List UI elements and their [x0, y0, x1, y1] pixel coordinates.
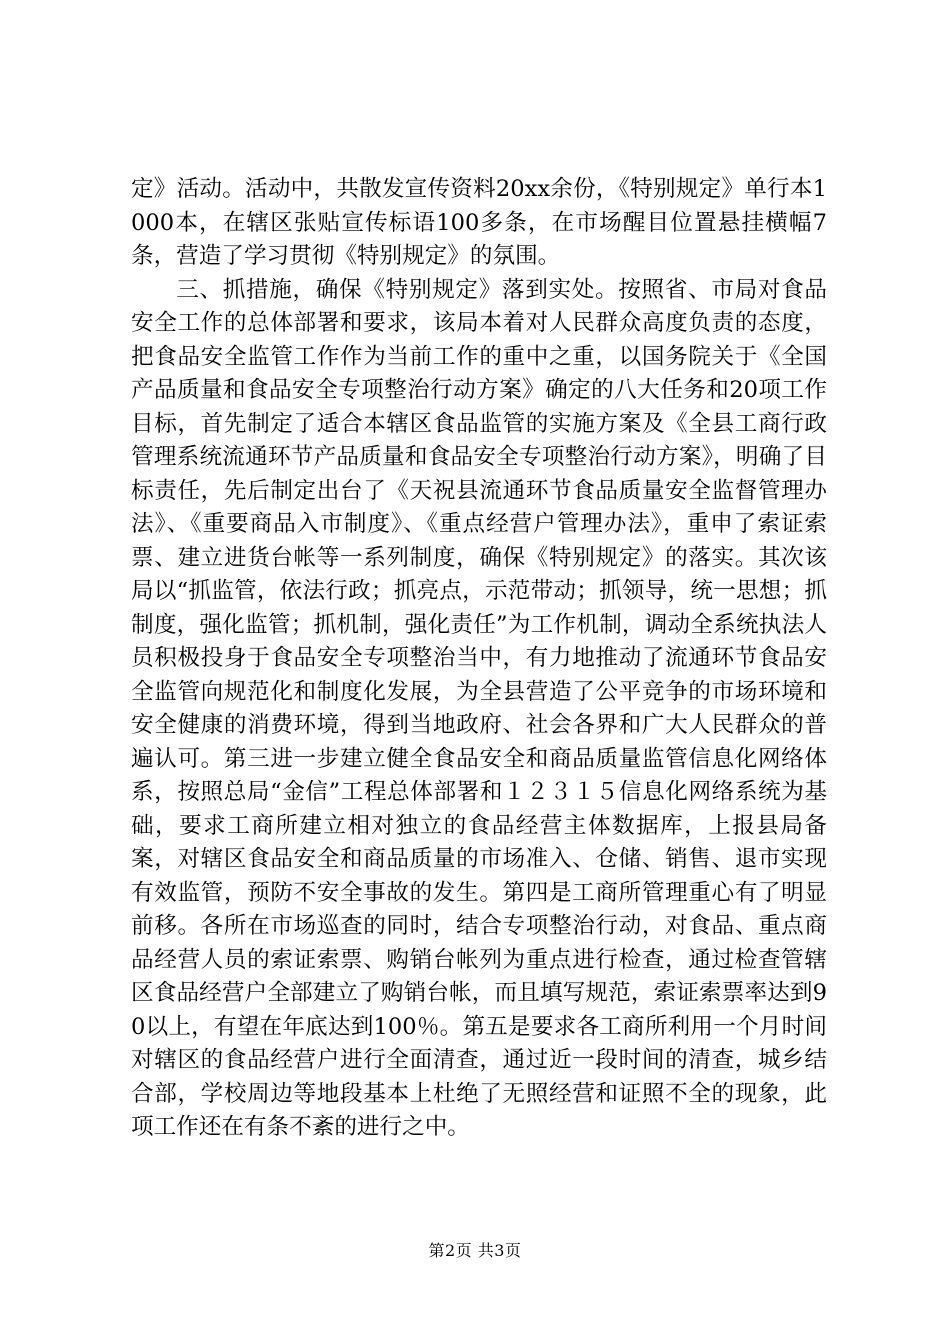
paragraph-section-three: 三、抓措施，确保《特别规定》落到实处。按照省、市局对食品安全工作的总体部署和要求，该局本着对人民群众高度负责的态度，把食品安全监管工作作为当前工作的重中之重，以国务院关于《全国产品质量和食品安全专项整治行动方案》确定的八大任务和20项工作目标，首先制定了适合本辖区食品监管的实施方案及《全县工商行政管理系统流通环节产品质量和食品安全专项整治行动方案》，明确了目标责任，先后制定出台了《天祝县流通环节食品质量安全监督管理办法》、《重要商品入市制度》、《重点经营户管理办法》，重申了索证索票、建立进货台帐等一系列制度，确保《特别规定》的落实。其次该局以“抓监管，依法行政；抓亮点，示范带动；抓领导，统一思想；抓制度，强化监管；抓机制，强化责任”为工作机制，调动全系统执法人员积极投身于食品安全专项整治当中，有力地推动了流通环节食品安全监管向规范化和制度化发展，为全县营造了公平竞争的市场环境和安全健康的消费环境，得到当地政府、社会各界和广大人民群众的普遍认可。第三进一步建立健全食品安全和商品质量监管信息化网络体系，按照总局“金信”工程总体部署和１２３１５信息化网络系统为基础，要求工商所建立相对独立的食品经营主体数据库，上报县局备案，对辖区食品安全和商品质量的市场准入、仓储、销售、退市实现有效监管，预防不安全事故的发生。第四是工商所管理重心有了明显前移。各所在市场巡查的同时，结合专项整治行动，对食品、重点商品经营人员的索证索票、购销台帐列为重点进行检查，通过检查管辖区食品经营户全部建立了购销台帐，而且填写规范，索证索票率达到90以上，有望在年底达到100％。第五是要求各工商所利用一个月时间对辖区的食品经营户进行全面清查，通过近一段时间的清查，城乡结合部，学校周边等地段基本上杜绝了无照经营和证照不全的现象，此项工作还在有条不紊的进行之中。	[131, 276, 827, 1140]
document-body	[131, 173, 827, 1145]
paragraph-continuation: 定》活动。活动中，共散发宣传资料20xx余份，《特别规定》单行本1000本，在辖区张贴宣传标语100多条，在市场醒目位置悬挂横幅7条，营造了学习贯彻《特别规定》的氛围。	[131, 176, 827, 269]
page-number-footer: 第2页 共3页	[428, 1241, 522, 1260]
